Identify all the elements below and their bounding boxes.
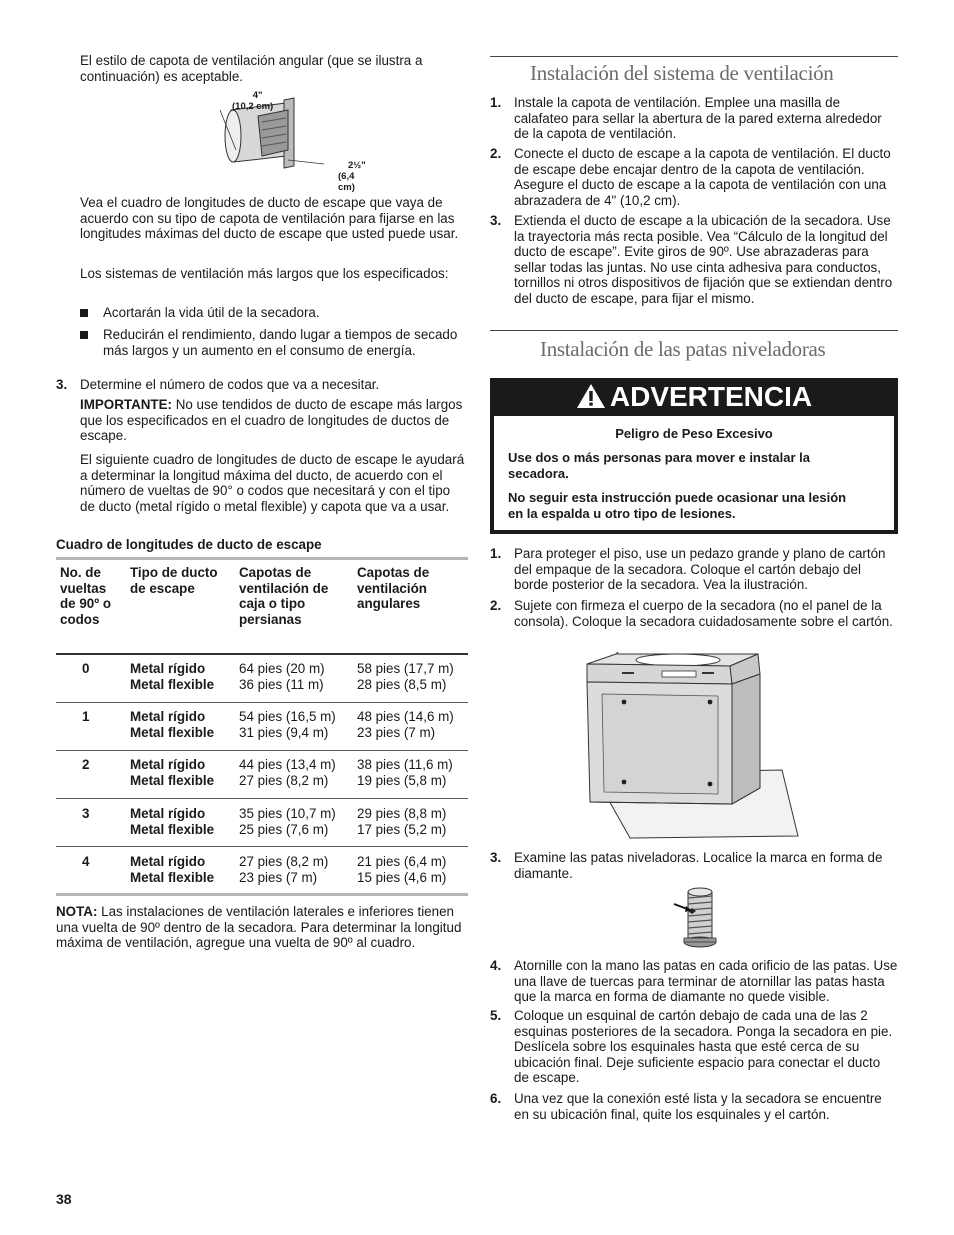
para-chart-reference: Vea el cuadro de longitudes de ducto de escape que vaya de acuerdo con su tipo de capota de ventilación para fijarse en las longitudes máximas del ducto de escape que usted puede usar.: [80, 195, 459, 242]
leveling-leg-figure: [670, 884, 730, 950]
table-title: Cuadro de longitudes de ducto de escape: [56, 537, 322, 552]
section-heading-vent: Instalación del sistema de ventilación: [530, 61, 834, 85]
bullet-item: Acortarán la vida útil de la secadora.: [80, 305, 460, 321]
table-header-box-hoods: Capotas de ventilación de caja o tipo persianas: [239, 565, 329, 627]
warning-title: ADVERTENCIA: [490, 378, 898, 414]
vent-hood-figure: [176, 88, 366, 193]
para-chart-help: El siguiente cuadro de longitudes de ducto de escape le ayudará a determinar la longitud máxima del ducto, de acuerdo con el número de vueltas de 90° o codos que necesitará y con el tipo de ducto (metal rígido o metal flexible) y capota que va a usar.: [80, 452, 465, 514]
table-header-turns: No. de vueltas de 90º o codos: [60, 565, 112, 627]
warning-triangle-icon: [576, 383, 606, 409]
page-number: 38: [56, 1191, 72, 1207]
important-note: IMPORTANTE: No use tendidos de ducto de escape más largos que los especificados en el cuadro de longitudes de ductos de escape.: [80, 397, 463, 444]
bullet-square-icon: [80, 309, 88, 317]
table-header-angled-hoods: Capotas de ventilación angulares: [357, 565, 430, 612]
note-text: NOTA: Las instalaciones de ventilación laterales e inferiores tienen una vuelta de 90º dentro de la secadora. Para determinar la longitud máxima de ventilación, agregue una vuelta de 90º al cuadro.: [56, 904, 462, 951]
warning-subtitle: Peligro de Peso Excesivo: [615, 426, 773, 441]
para-longer-systems: Los sistemas de ventilación más largos que los especificados:: [80, 266, 449, 281]
warning-body: [494, 416, 894, 530]
dryer-illustration: [582, 652, 802, 842]
dim-label-2-5in: 2½" (6,4 cm): [338, 160, 366, 193]
table-header-duct-type: Tipo de ducto de escape: [130, 565, 218, 596]
bullet-square-icon: [80, 331, 88, 339]
bullet-item: Reducirán el rendimiento, dando lugar a tiempos de secado más largos y un aumento en el consumo de energía.: [80, 327, 460, 358]
dim-label-4in: 4" (10,2 cm): [232, 90, 274, 112]
warning-line-1: Use dos o más personas para mover e instalar la secadora.: [508, 450, 811, 481]
section-heading-legs: Instalación de las patas niveladoras: [540, 337, 826, 361]
intro-text: El estilo de capota de ventilación angular (que se ilustra a continuación) es aceptable.: [80, 53, 423, 84]
leveling-leg-illustration: [670, 884, 730, 950]
dryer-on-cardboard-figure: [582, 652, 802, 842]
warning-line-2: No seguir esta instrucción puede ocasionar una lesión en la espalda u otro tipo de lesiones.: [508, 490, 847, 521]
warning-box: [490, 378, 898, 534]
